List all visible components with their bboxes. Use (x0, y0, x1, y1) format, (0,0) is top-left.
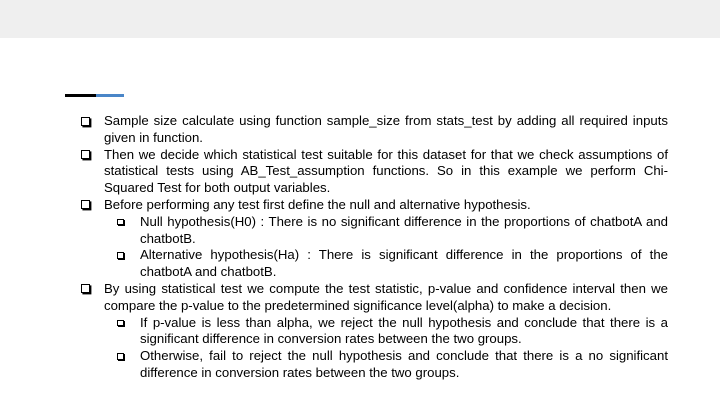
bullet-item (80, 281, 668, 315)
sub-bullet-item (80, 348, 668, 382)
bullet-text: Before performing any test first define the null and alternative hypothesis. (104, 196, 531, 212)
bullet-item (80, 147, 668, 197)
square-bullet-icon (81, 284, 90, 293)
slide-content (80, 113, 668, 382)
sub-bullet-text: Null hypothesis(H0) : There is no significant difference in the proportions of chatbotA and chatbotB. (140, 213, 668, 246)
sub-bullet-text: Otherwise, fail to reject the null hypothesis and conclude that there is a no significant difference in conversion rates between the two groups. (140, 348, 668, 380)
square-bullet-icon (117, 252, 124, 259)
square-bullet-icon (117, 353, 124, 360)
sub-bullet-item (80, 214, 668, 248)
square-bullet-icon (117, 219, 124, 226)
bullet-text: By using statistical test we compute the test statistic, p-value and confidence interval then we compare the p-value to the predetermined significance level(alpha) to make a decision. (104, 280, 668, 313)
bullet-item (80, 113, 668, 147)
sub-bullet-item (80, 315, 668, 349)
square-bullet-icon (81, 200, 90, 209)
sub-bullet-item (80, 247, 668, 281)
accent-line-dark (65, 94, 96, 97)
bullet-text: Then we decide which statistical test suitable for this dataset for that we check assumptions of statistical tests using AB_Test_assumption functions. So in this example we perform Chi-Squared Test for both output variables. (104, 146, 668, 196)
bullet-item (80, 197, 668, 214)
bullet-text: Sample size calculate using function sample_size from stats_test by adding all required inputs given in function. (104, 113, 668, 145)
top-band (0, 0, 720, 38)
sub-bullet-text: If p-value is less than alpha, we reject the null hypothesis and conclude that there is a significant difference in conversion rates between the two groups. (140, 314, 668, 347)
square-bullet-icon (81, 150, 90, 159)
square-bullet-icon (117, 320, 124, 327)
accent-line-blue (96, 94, 124, 97)
sub-bullet-text: Alternative hypothesis(Ha) : There is significant difference in the proportions of the chatbotA and chatbotB. (140, 247, 668, 280)
square-bullet-icon (81, 117, 90, 126)
